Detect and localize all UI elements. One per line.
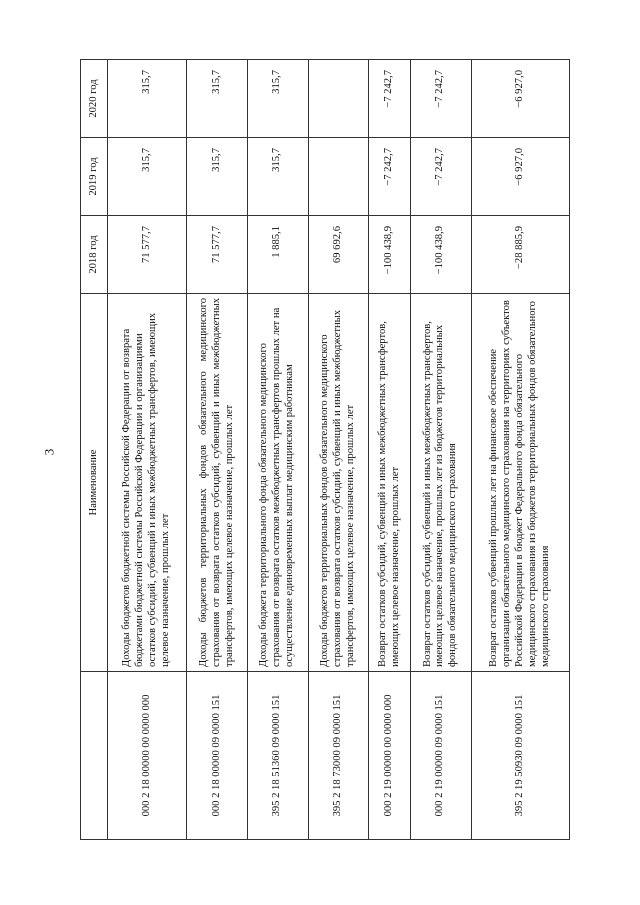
page-number: 3 xyxy=(41,448,57,456)
row-2020: −6 927,0 xyxy=(471,60,569,138)
row-2018: 71 577,7 xyxy=(108,216,187,294)
row-name: Возврат остатков субсидий, субвенций и иных межбюджетных трансфертов, имеющих целевое назначение, прошлых лет xyxy=(369,294,411,672)
row-code: 000 2 18 00000 09 0000 151 xyxy=(187,672,248,840)
row-name: Доходы бюджетов территориальных фондов обязательного медицинского страхования от возврата остатков субсидий, субвенций и иных межбюджетных трансфертов, имеющих целевое назначение, прошлых лет xyxy=(187,294,248,672)
row-2019: −7 242,7 xyxy=(369,138,411,216)
header-2019: 2019 год xyxy=(81,138,108,216)
row-2018: −100 438,9 xyxy=(411,216,472,294)
row-code: 000 2 19 00000 09 0000 151 xyxy=(411,672,472,840)
row-name: Возврат остатков субсидий, субвенций и иных межбюджетных трансфертов, имеющих целевое назначение, прошлых лет из бюджетов территориальных фондов обязательного медицинского страхования xyxy=(411,294,472,672)
row-2018: 1 885,1 xyxy=(248,216,309,294)
row-code: 000 2 18 00000 00 0000 000 xyxy=(108,672,187,840)
row-2018: −100 438,9 xyxy=(369,216,411,294)
row-2020: −7 242,7 xyxy=(411,60,472,138)
budget-table xyxy=(80,59,570,840)
row-code: 395 2 18 73000 09 0000 151 xyxy=(308,672,369,840)
row-2020: 315,7 xyxy=(108,60,187,138)
rotated-table-container xyxy=(80,60,570,840)
row-2019: 315,7 xyxy=(108,138,187,216)
table-row xyxy=(187,60,248,840)
row-2019: −7 242,7 xyxy=(411,138,472,216)
row-2018: −28 885,9 xyxy=(471,216,569,294)
row-name: Доходы бюджетов бюджетной системы Российской Федерации от возврата бюджетами бюджетной системы Российской Федерации и организациями остатков субсидий, субвенций и иных межбюджетных трансфертов, имеющих целевое назначение, прошлых лет xyxy=(108,294,187,672)
table-row xyxy=(411,60,472,840)
row-2019: 315,7 xyxy=(187,138,248,216)
row-name: Доходы бюджета территориального фонда обязательного медицинского страхования от возврата остатков межбюджетных трансфертов прошлых лет на осуществление единовременных выплат медицинским работникам xyxy=(248,294,309,672)
table-row xyxy=(308,60,369,840)
row-2019: −6 927,0 xyxy=(471,138,569,216)
row-2020: −7 242,7 xyxy=(369,60,411,138)
row-name: Доходы бюджетов территориальных фондов обязательного медицинского страхования от возврата остатков субсидий, субвенций и иных межбюджетных трансфертов, имеющих целевое назначение, прошлых лет xyxy=(308,294,369,672)
table-row xyxy=(471,60,569,840)
row-name: Возврат остатков субвенций прошлых лет на финансовое обеспечение организации обязательного медицинского страхования на территориях субъектов Российской Федерации в бюджет Федерального фонда обязательного медицинского страхования из бюджетов территориальных фондов обязательного медицинского страхования xyxy=(471,294,569,672)
row-2018: 69 692,6 xyxy=(308,216,369,294)
header-2020: 2020 год xyxy=(81,60,108,138)
row-2019: 315,7 xyxy=(248,138,309,216)
row-2019 xyxy=(308,138,369,216)
table-row xyxy=(248,60,309,840)
table-header-row xyxy=(81,60,108,840)
header-2018: 2018 год xyxy=(81,216,108,294)
row-2020: 315,7 xyxy=(187,60,248,138)
table-row xyxy=(108,60,187,840)
row-code: 395 2 18 51360 09 0000 151 xyxy=(248,672,309,840)
header-name: Наименование xyxy=(81,294,108,672)
row-2020 xyxy=(308,60,369,138)
row-code: 395 2 19 50930 09 0000 151 xyxy=(471,672,569,840)
row-2020: 315,7 xyxy=(248,60,309,138)
table-row xyxy=(369,60,411,840)
header-code xyxy=(81,672,108,840)
row-2018: 71 577,7 xyxy=(187,216,248,294)
row-code: 000 2 19 00000 00 0000 000 xyxy=(369,672,411,840)
